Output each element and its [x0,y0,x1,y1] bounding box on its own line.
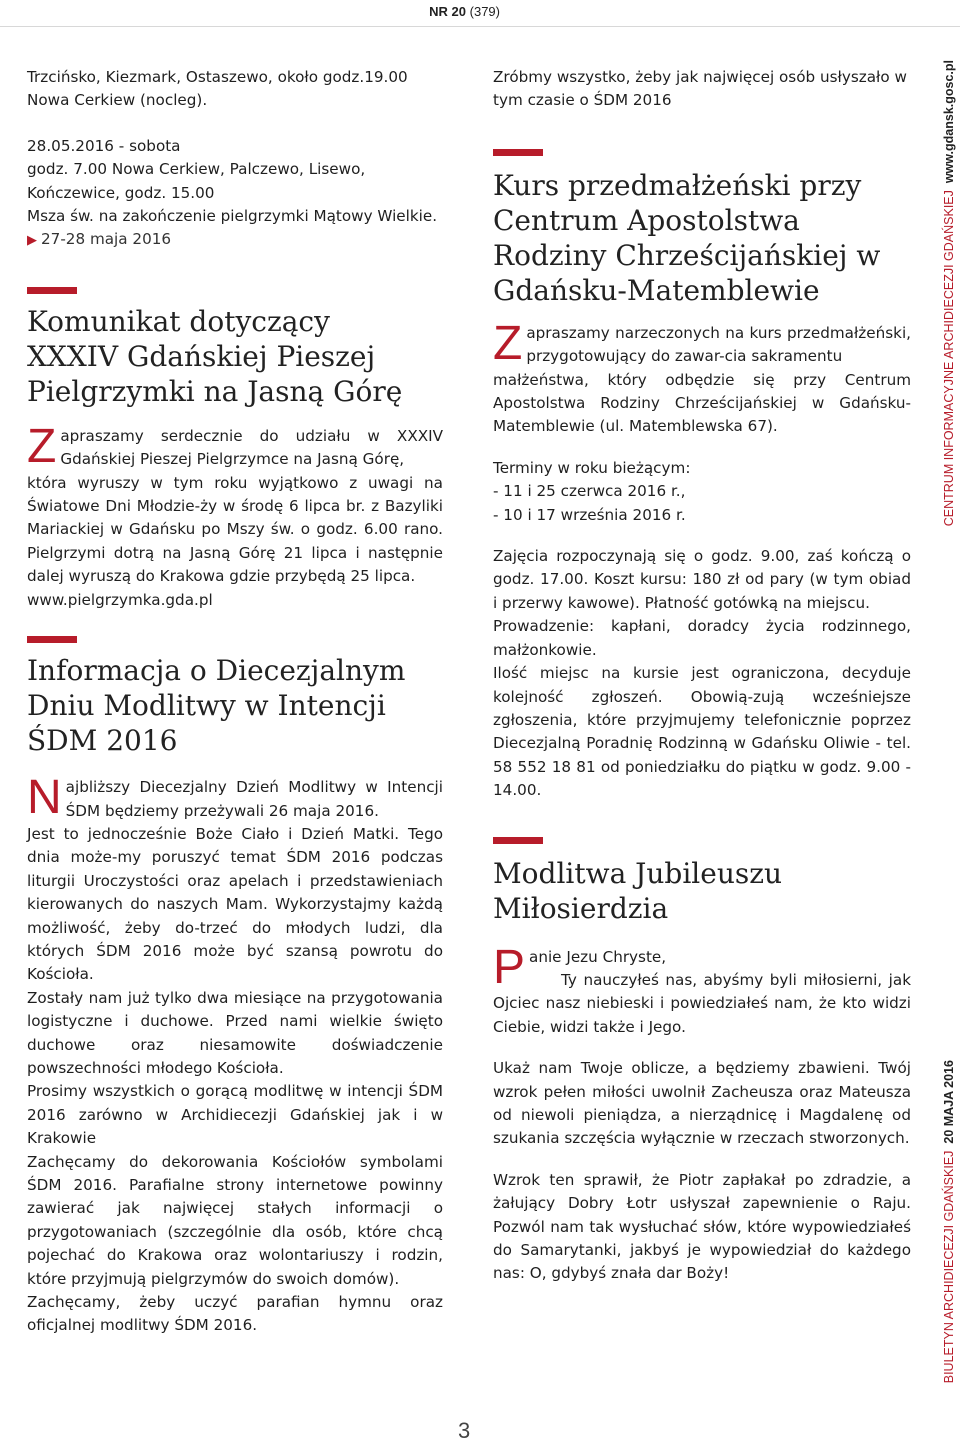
drop-cap: N [27,771,62,825]
article-text: małżeństwa, który odbędzie się przy Centrum Apostolstwa Rodziny Chrześcijańskiej w Gdańsku-Matemblewie (ul. Matemblewska 67). [493,370,911,436]
article-title: Komunikat dotyczący XXXIV Gdańskiej Pieszej Pielgrzymki na Jasną Górę [27,304,403,408]
drop-cap: Z [493,316,523,370]
article-body [27,419,443,612]
article-text: Zachęcamy, żeby uczyć parafian hymnu oraz oficjalnej modlitwy ŚDM 2016. [27,1293,443,1335]
drop-cap: P [493,940,526,994]
article-text: Zachęcamy do dekorowania Kościołów symbolami ŚDM 2016. Parafialne strony internetowe powinny zawierać jak najwięcej stałych informacji o przygotowaniach (szczególnie dla osób, które chcą pojechać do Krakowa oraz wolontariuszy i rodzin, które przyjmują pielgrzymów do swoich domów). [27,1152,443,1288]
article-title: Informacja o Diecezjalnym Dniu Modlitwy w Intencji ŚDM 2016 [27,654,406,758]
term-item: - 11 i 25 czerwca 2016 r., [493,482,686,501]
article-text: Jest to jednocześnie Boże Ciało i Dzień Matki. Tego dnia może-my poruszyć temat ŚDM 2016 podczas liturgii Uroczystości oraz apelach i przedstawieniach kierowanych do naszych Mam. Wykorzystajmy każdą możliwość, żeby do-trzeć do młodych ludzi, dla których ŚDM 2016 może być szansą powrotu do Kościoła. [27,824,443,984]
schedule-line: Msza św. na zakończenie pielgrzymki Mątowy Wielkie. [27,207,438,226]
article-lead: apraszamy narzeczonych na kurs przedmałżeński, przygotowujący do zawar-cia sakramentu [526,323,911,366]
arrow-right-icon: ▶ [27,233,37,249]
right-column [493,66,911,1286]
article-title: Modlitwa Jubileuszu Miłosierdzia [493,856,783,925]
issue-number: NR 20 (379) [429,4,500,19]
page-number: 3 [458,1418,471,1443]
left-column [27,66,443,1338]
section-divider [493,837,543,844]
article-lead: anie Jezu Chryste, [529,947,667,966]
header-bar [0,0,960,27]
article-text: Ty nauczyłeś nas, abyśmy byli miłosierni, jak Ojciec nasz niebieski i powiedziałeś nam, że kto widzi Ciebie, widzi także i Jego. [493,970,911,1036]
article-body [27,771,443,1338]
sidebar-bottom-label: BIULETYN ARCHIDIECEZJI GDAŃSKIEJ 20 MAJA 2016 [942,1060,956,1384]
drop-cap: Z [27,419,57,473]
section-divider [27,287,77,294]
date-marker: ▶ 27-28 maja 2016 [27,230,172,249]
article-text: Zróbmy wszystko, żeby jak najwięcej osób usłyszało w tym czasie o ŚDM 2016 [493,68,907,110]
term-item: - 10 i 17 września 2016 r. [493,505,686,524]
terms-label: Terminy w roku bieżącym: [493,458,691,477]
article-text: Wzrok ten sprawił, że Piotr zapłakał po zdradzie, a żałujący Dobry Łotr usłyszał zapewnienie o Raju. Pozwól nam tak wysłuchać słów, które wypowiedziałeś do Samarytanki, jakbyś je wypowiedział do każdego nas: O, gdybyś znała dar Boży! [493,1170,911,1283]
article-text: Ilość miejsc na kursie jest ograniczona, decyduje kolejność zgłoszeń. Obowią-zują wcześniejsze zgłoszenia, które przyjmujemy telefonicznie poprzez Diecezjalną Poradnię Rodzinną w Gdańsku Oliwie - tel. 58 552 18 81 od poniedziałku do piątku w godz. 9.00 - 14.00. [493,664,911,800]
article-title: Kurs przedmałżeński przy Centrum Apostolstwa Rodziny Chrześcijańskiej w Gdańsku-Matemblewie [493,168,881,307]
schedule-line: Trzcińsko, Kiezmark, Ostaszewo, około godz.19.00 Nowa Cerkiew (nocleg). [27,68,408,110]
sidebar-top-label: CENTRUM INFORMACYJNE ARCHIDIECEZJI GDAŃSKIEJ www.gdansk.gosc.pl [942,60,956,527]
article-body [493,940,911,1286]
article-text: Ukaż nam Twoje oblicze, a będziemy zbawieni. Twój wzrok pełen miłości uwolnił Zacheusza oraz Mateusza od niewoli pieniądza, a nierządnicę i Magdalenę od szukania szczęścia wyłącznie w rzeczach stworzonych. [493,1059,911,1148]
section-divider [27,636,77,643]
schedule-line: godz. 7.00 Nowa Cerkiew, Palczewo, Lisewo, Kończewice, godz. 15.00 [27,160,366,202]
section-divider [493,149,543,156]
article-body [493,316,911,803]
article-text: Zostały nam już tylko dwa miesiące na przygotowania logistyczne i duchowe. Przed nami wielkie święto duchowe oraz niesamowite doświadczenie powszechności młodego Kościoła. [27,988,443,1077]
article-text: która wyruszy w tym roku wyjątkowo z uwagi na Światowe Dni Młodzie-ży w środę 6 lipca br. z Bazyliki Mariackiej w Gdańsku po Mszy św. o godz. 6.00 rano. Pielgrzymi dotrą na Jasną Górę 21 lipca i następnie dalej wyruszą do Krakowa gdzie przybędą 25 lipca. [27,473,443,586]
article-link[interactable]: www.pielgrzymka.gda.pl [27,590,213,609]
article-lead: apraszamy serdecznie do udziału w XXXIV Gdańskiej Pieszej Pielgrzymce na Jasną Górę, [60,426,443,469]
article-text: Prowadzenie: kapłani, doradcy życia rodzinnego, małżonkowie. [493,617,911,659]
article-text: Zajęcia rozpoczynają się o godz. 9.00, zaś kończą o godz. 17.00. Koszt kursu: 180 zł od pary (w tym obiad i przerwy kawowe). Płatność gotówką na miejscu. [493,547,911,612]
schedule-date: 28.05.2016 - sobota [27,136,181,155]
article-lead: ajbliższy Diecezjalny Dzień Modlitwy w Intencji ŚDM będziemy przeżywali 26 maja 2016. [65,778,443,820]
article-text: Prosimy wszystkich o gorącą modlitwę w intencji ŚDM 2016 zarówno w Archidiecezji Gdańskiej jak i w Krakowie [27,1082,443,1148]
